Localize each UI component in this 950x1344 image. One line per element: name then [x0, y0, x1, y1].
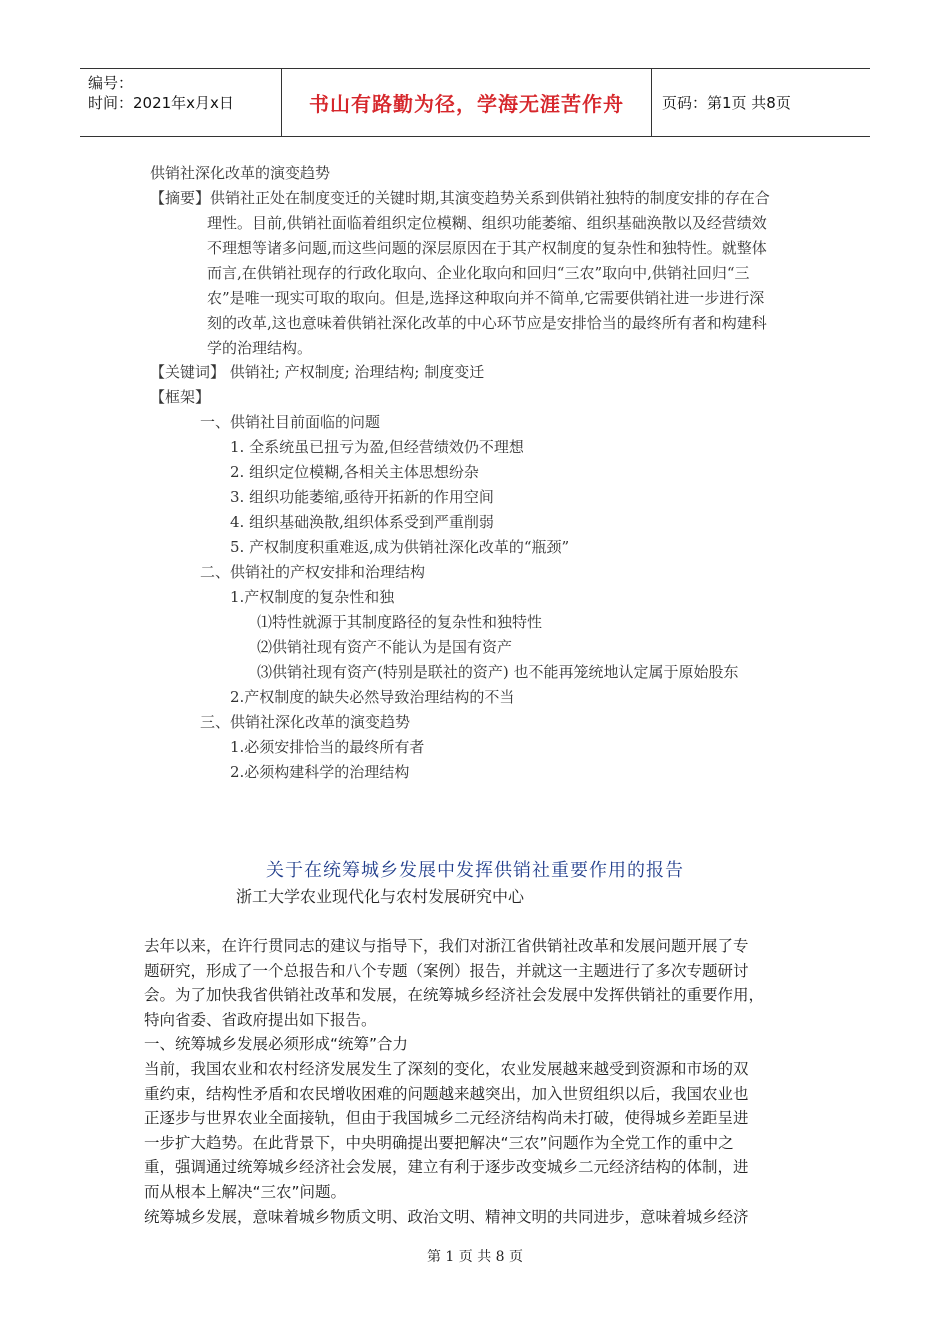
outline-item: 一、供销社目前面临的问题: [200, 413, 381, 431]
abstract: [150, 186, 820, 361]
time-label: 时间：2021年x月x日: [88, 94, 234, 112]
abstract-line: 理性。目前,供销社面临着组织定位模糊、组织功能萎缩、组织基础涣散以及经营绩效: [207, 214, 767, 232]
number-label: 编号：: [88, 74, 134, 92]
page-footer: 第 1 页 共 8 页: [426, 1249, 524, 1265]
outline-item: 三、供销社深化改革的演变趋势: [200, 713, 411, 731]
abstract-line: 刻的改革,这也意味着供销社深化改革的中心环节应是安排恰当的最终所有者和构建科: [207, 314, 767, 332]
section-heading: 一、统筹城乡发展必须形成“统筹”合力: [144, 1035, 409, 1054]
doc2-subtitle: 浙工大学农业现代化与农村发展研究中心: [236, 887, 525, 906]
outline-item: 1.必须安排恰当的最终所有者: [230, 738, 425, 756]
body-line: 去年以来，在许行贯同志的建议与指导下，我们对浙江省供销社改革和发展问题开展了专: [144, 937, 749, 955]
keywords: 【关键词】 供销社; 产权制度; 治理结构; 制度变迁: [150, 363, 485, 381]
outline-item: ⑶供销社现有资产(特别是联社的资产) 也不能再笼统地认定属于原始股东: [257, 663, 739, 681]
page-info: 页码：第1页 共8页: [662, 94, 791, 112]
outline-item: 4. 组织基础涣散,组织体系受到严重削弱: [230, 513, 494, 531]
body-line: 当前，我国农业和农村经济发展发生了深刻的变化，农业发展越来越受到资源和市场的双: [144, 1059, 749, 1078]
abstract-line: 【摘要】供销社正处在制度变迁的关键时期,其演变趋势关系到供销社独特的制度安排的存在合: [150, 189, 770, 207]
outline-item: 2. 组织定位模糊,各相关主体思想纷杂: [230, 463, 479, 481]
body-line: 正逐步与世界农业全面接轨，但由于我国城乡二元经济结构尚未打破，使得城乡差距呈进: [144, 1109, 749, 1128]
outline-item: 1. 全系统虽已扭亏为盈,但经营绩效仍不理想: [230, 438, 524, 456]
abstract-line: 农”是唯一现实可取的取向。但是,选择这种取向并不简单,它需要供销社进一步进行深: [207, 289, 765, 307]
abstract-line: 学的治理结构。: [207, 339, 313, 357]
doc2-body: [144, 934, 812, 1229]
doc1-title: 供销社深化改革的演变趋势: [150, 164, 331, 182]
body-line: 重约束，结构性矛盾和农民增收困难的问题越来越突出，加入世贸组织以后，我国农业也: [144, 1084, 749, 1103]
body-line: 一步扩大趋势。在此背景下，中央明确提出要把解决“三农”问题作为全党工作的重中之: [144, 1133, 734, 1152]
abstract-line: 不理想等诸多问题,而这些问题的深层原因在于其产权制度的复杂性和独特性。就整体: [207, 239, 767, 257]
motto: 书山有路勤为径，学海无涯苦作舟: [282, 69, 652, 136]
outline: [150, 360, 738, 785]
abstract-line: 而言,在供销社现存的行政化取向、企业化取向和回归“三农”取向中,供销社回归“三: [207, 264, 750, 282]
outline-item: 3. 组织功能萎缩,亟待开拓新的作用空间: [230, 488, 494, 506]
body-line: 重，强调通过统筹城乡经济社会发展，建立有利于逐步改变城乡二元经济结构的体制，进: [144, 1158, 749, 1177]
outline-item: ⑴特性就源于其制度路径的复杂性和独特性: [257, 613, 543, 631]
outline-item: 1.产权制度的复杂性和独: [230, 588, 395, 606]
outline-item: 二、供销社的产权安排和治理结构: [200, 563, 426, 581]
header-table: [80, 68, 870, 137]
header-left-cell: [80, 69, 282, 136]
body-line: 会。为了加快我省供销社改革和发展，在统筹城乡经济社会发展中发挥供销社的重要作用，: [144, 986, 765, 1005]
outline-item: 2.必须构建科学的治理结构: [230, 763, 410, 781]
body-line: 特向省委、省政府提出如下报告。: [144, 1010, 377, 1029]
outline-item: 5. 产权制度积重难返,成为供销社深化改革的“瓶颈”: [230, 538, 570, 556]
framework-label: 【框架】: [150, 388, 211, 406]
outline-item: 2.产权制度的缺失必然导致治理结构的不当: [230, 688, 515, 706]
body-line: 题研究，形成了一个总报告和八个专题（案例）报告，并就这一主题进行了多次专题研讨: [144, 961, 749, 980]
outline-item: ⑵供销社现有资产不能认为是国有资产: [257, 638, 513, 656]
body-line: 而从根本上解决“三农”问题。: [144, 1182, 347, 1201]
outline-list: [150, 410, 738, 785]
body-line: 统筹城乡发展，意味着城乡物质文明、政治文明、精神文明的共同进步，意味着城乡经济: [144, 1207, 749, 1226]
doc2-title: 关于在统筹城乡发展中发挥供销社重要作用的报告: [266, 860, 684, 881]
